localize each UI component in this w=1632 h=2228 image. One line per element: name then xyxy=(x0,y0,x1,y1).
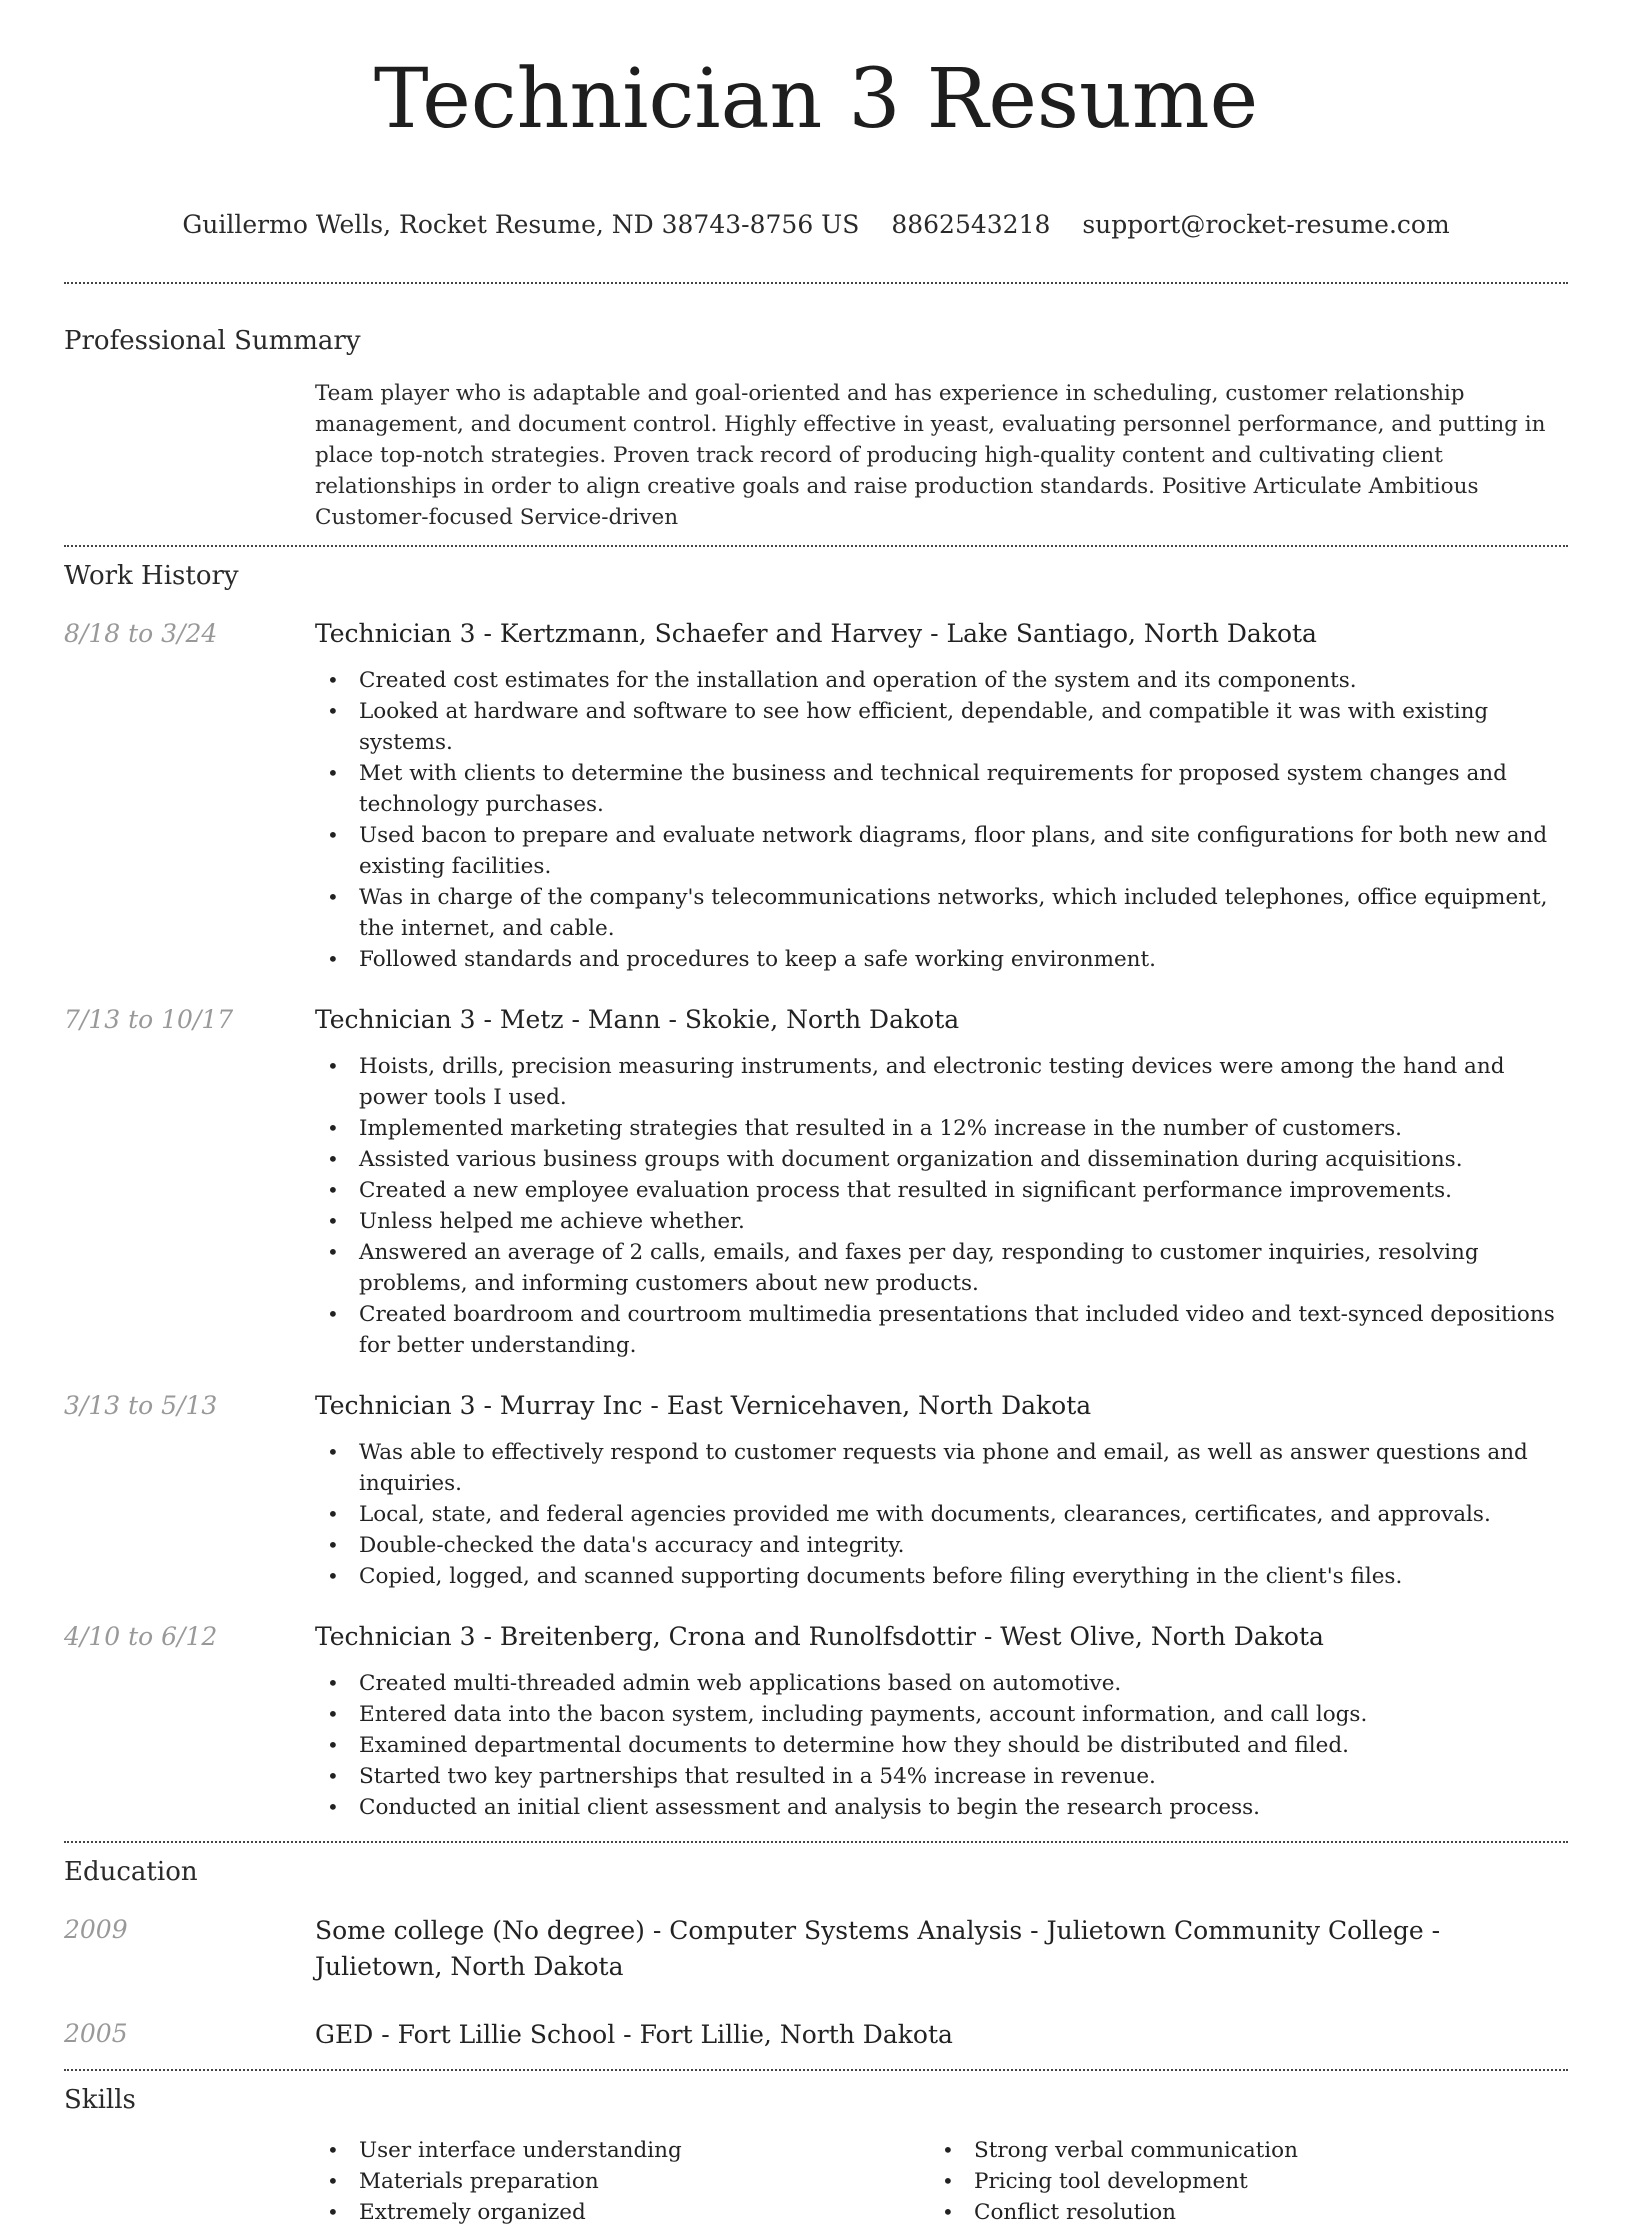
job-entry xyxy=(64,617,1568,975)
job-bullets xyxy=(315,1437,1568,1592)
section-heading: Skills xyxy=(64,2085,136,2115)
summary-text: Team player who is adaptable and goal-oriented and has experience in scheduling, customer relationship management, and document control. Highly effective in yeast, evaluating personnel performance, and putting in place top-notch strategies. Proven track record of producing high-quality content and cultivating client relationships in order to align creative goals and raise production standards. Positive Articulate Ambitious Customer-focused Service-driven xyxy=(315,381,1546,530)
job-title: Technician 3 - Kertzmann, Schaefer and Harvey - Lake Santiago, North Dakota xyxy=(315,619,1317,648)
section-education xyxy=(64,1855,1568,2053)
section-work-history xyxy=(64,559,1568,1823)
list-item: • Implemented marketing strategies that resulted in a 12% increase in the number of customers. xyxy=(315,1113,1568,1144)
education-title: Some college (No degree) - Computer Systems Analysis - Julietown Community College - Julietown, North Dakota xyxy=(315,1916,1441,1981)
list-item: • Extremely organized xyxy=(315,2197,930,2228)
list-item: • Answered an average of 2 calls, emails, and faxes per day, responding to customer inquiries, resolving problems, and informing customers about new products. xyxy=(315,1237,1568,1299)
list-item: • Examined departmental documents to determine how they should be distributed and filed. xyxy=(315,1730,1568,1761)
job-bullets xyxy=(315,1051,1568,1361)
list-item: • Created boardroom and courtroom multimedia presentations that included video and text-synced depositions for better understanding. xyxy=(315,1299,1568,1361)
list-item: • Materials preparation xyxy=(315,2166,930,2197)
education-title: GED - Fort Lillie School - Fort Lillie, North Dakota xyxy=(315,2020,953,2049)
section-summary xyxy=(64,324,1568,533)
list-item: • Copied, logged, and scanned supporting documents before filing everything in the client's files. xyxy=(315,1561,1568,1592)
section-heading: Education xyxy=(64,1857,198,1887)
resume-title: Technician 3 Resume xyxy=(373,52,1259,147)
divider xyxy=(64,1841,1568,1843)
list-item: • Met with clients to determine the business and technical requirements for proposed system changes and technology purchases. xyxy=(315,758,1568,820)
list-item: • Unless helped me achieve whether. xyxy=(315,1206,1568,1237)
section-heading: Work History xyxy=(64,561,239,591)
list-item: • Was able to effectively respond to customer requests via phone and email, as well as answer questions and inquiries. xyxy=(315,1437,1568,1499)
job-title: Technician 3 - Metz - Mann - Skokie, North Dakota xyxy=(315,1005,960,1034)
education-entry xyxy=(64,2017,1568,2053)
job-bullets xyxy=(315,665,1568,975)
contact-email: support@rocket-resume.com xyxy=(1082,210,1450,239)
list-item: • Entered data into the bacon system, including payments, account information, and call logs. xyxy=(315,1699,1568,1730)
divider xyxy=(64,282,1568,284)
job-entry xyxy=(64,1620,1568,1823)
list-item: • Double-checked the data's accuracy and integrity. xyxy=(315,1530,1568,1561)
job-entry xyxy=(64,1003,1568,1361)
skills-list-left xyxy=(315,2135,930,2228)
list-item: • Conducted an initial client assessment and analysis to begin the research process. xyxy=(315,1792,1568,1823)
section-skills xyxy=(64,2083,1568,2228)
contact-line xyxy=(64,208,1568,242)
list-item: • Created cost estimates for the installation and operation of the system and its components. xyxy=(315,665,1568,696)
job-dates: 7/13 to 10/17 xyxy=(64,1005,234,1034)
list-item: • Created a new employee evaluation process that resulted in significant performance improvements. xyxy=(315,1175,1568,1206)
list-item: • Pricing tool development xyxy=(930,2166,1545,2197)
education-year: 2009 xyxy=(64,1915,128,1944)
job-dates: 4/10 to 6/12 xyxy=(64,1622,218,1651)
job-title: Technician 3 - Breitenberg, Crona and Runolfsdottir - West Olive, North Dakota xyxy=(315,1622,1324,1651)
list-item: • Strong verbal communication xyxy=(930,2135,1545,2166)
divider xyxy=(64,545,1568,547)
job-bullets xyxy=(315,1668,1568,1823)
job-dates: 8/18 to 3/24 xyxy=(64,619,218,648)
education-year: 2005 xyxy=(64,2019,128,2048)
list-item: • Conflict resolution xyxy=(930,2197,1545,2228)
job-entry xyxy=(64,1389,1568,1592)
job-title: Technician 3 - Murray Inc - East Vernicehaven, North Dakota xyxy=(315,1391,1092,1420)
list-item: • Followed standards and procedures to keep a safe working environment. xyxy=(315,944,1568,975)
contact-phone: 8862543218 xyxy=(891,210,1051,239)
job-dates: 3/13 to 5/13 xyxy=(64,1391,218,1420)
skills-list-right xyxy=(930,2135,1545,2228)
list-item: • Hoists, drills, precision measuring instruments, and electronic testing devices were among the hand and power tools I used. xyxy=(315,1051,1568,1113)
education-entry xyxy=(64,1913,1568,1985)
resume-page xyxy=(64,0,1568,2228)
section-heading: Professional Summary xyxy=(64,326,361,356)
list-item: • Started two key partnerships that resulted in a 54% increase in revenue. xyxy=(315,1761,1568,1792)
list-item: • Used bacon to prepare and evaluate network diagrams, floor plans, and site configurations for both new and existing facilities. xyxy=(315,820,1568,882)
list-item: • Local, state, and federal agencies provided me with documents, clearances, certificates, and approvals. xyxy=(315,1499,1568,1530)
list-item: • User interface understanding xyxy=(315,2135,930,2166)
list-item: • Was in charge of the company's telecommunications networks, which included telephones, office equipment, the internet, and cable. xyxy=(315,882,1568,944)
list-item: • Assisted various business groups with document organization and dissemination during acquisitions. xyxy=(315,1144,1568,1175)
list-item: • Looked at hardware and software to see how efficient, dependable, and compatible it was with existing systems. xyxy=(315,696,1568,758)
divider xyxy=(64,2069,1568,2071)
list-item: • Created multi-threaded admin web applications based on automotive. xyxy=(315,1668,1568,1699)
contact-address: Guillermo Wells, Rocket Resume, ND 38743-8756 US xyxy=(182,210,860,239)
